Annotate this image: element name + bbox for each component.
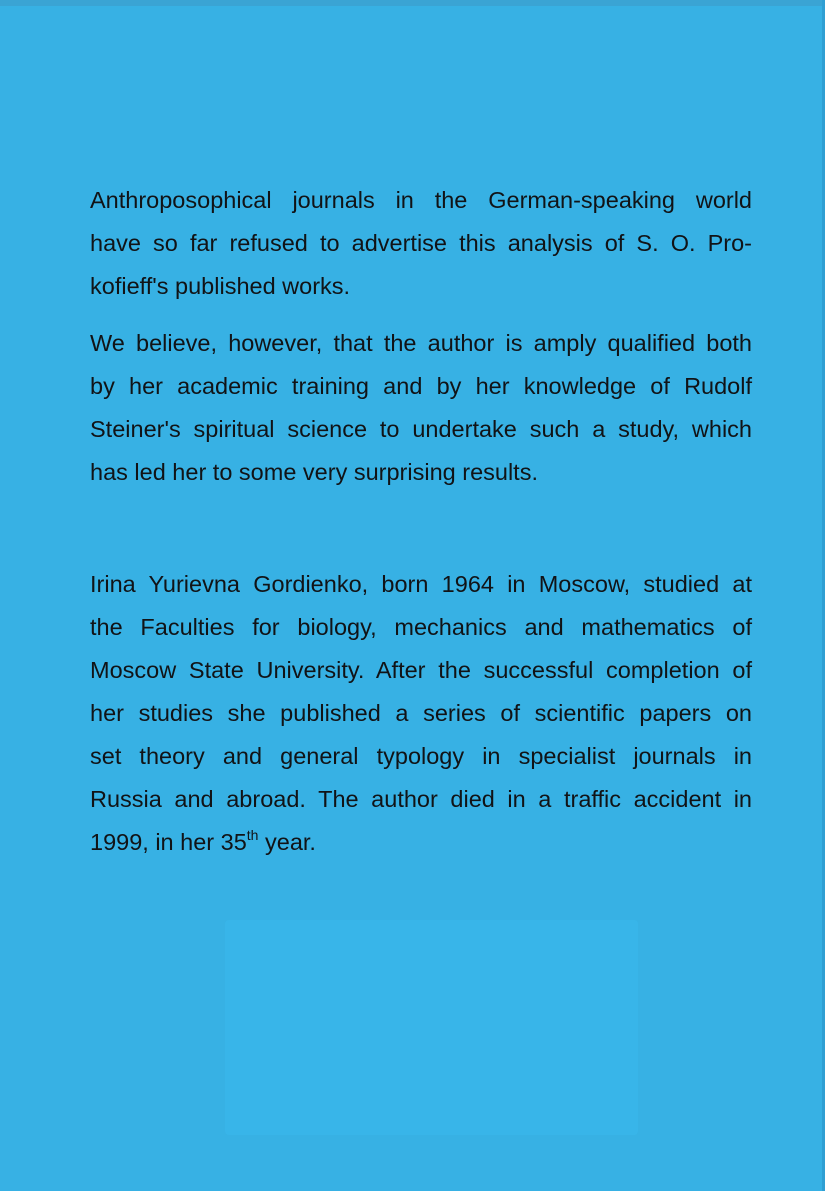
ordinal-superscript: th <box>246 827 259 843</box>
text-line-final <box>90 821 752 864</box>
author-qualification-paragraph <box>90 322 752 494</box>
text-line: Russia and abroad. The author died in a traffic accident in <box>90 786 752 812</box>
text-line: set theory and general typology in specialist journals in <box>90 743 752 769</box>
text-line: Moscow State University. After the successful completion of <box>90 657 752 683</box>
text-line: Irina Yurievna Gordienko, born 1964 in Moscow, studied at <box>90 571 752 597</box>
text-line: have so far refused to advertise this analysis of S. O. Pro- <box>90 230 752 256</box>
author-biography-paragraph <box>90 563 752 864</box>
blank-cover-panel <box>225 920 638 1135</box>
text-line: We believe, however, that the author is amply qualified both <box>90 330 752 356</box>
text-line: Steiner's spiritual science to undertake such a study, which <box>90 416 752 442</box>
text-line: has led her to some very surprising results. <box>90 459 538 485</box>
text-line: her studies she published a series of scientific papers on <box>90 700 752 726</box>
page-top-edge <box>0 0 825 6</box>
text-line: Anthroposophical journals in the German-speaking world <box>90 187 752 213</box>
publisher-note-paragraph <box>90 179 752 308</box>
final-line-suffix: year. <box>258 829 316 855</box>
text-line: by her academic training and by her knowledge of Rudolf <box>90 373 752 399</box>
final-line-prefix: 1999, in her 35 <box>90 829 247 855</box>
text-line: the Faculties for biology, mechanics and mathematics of <box>90 614 752 640</box>
text-line: kofieff's published works. <box>90 273 351 299</box>
